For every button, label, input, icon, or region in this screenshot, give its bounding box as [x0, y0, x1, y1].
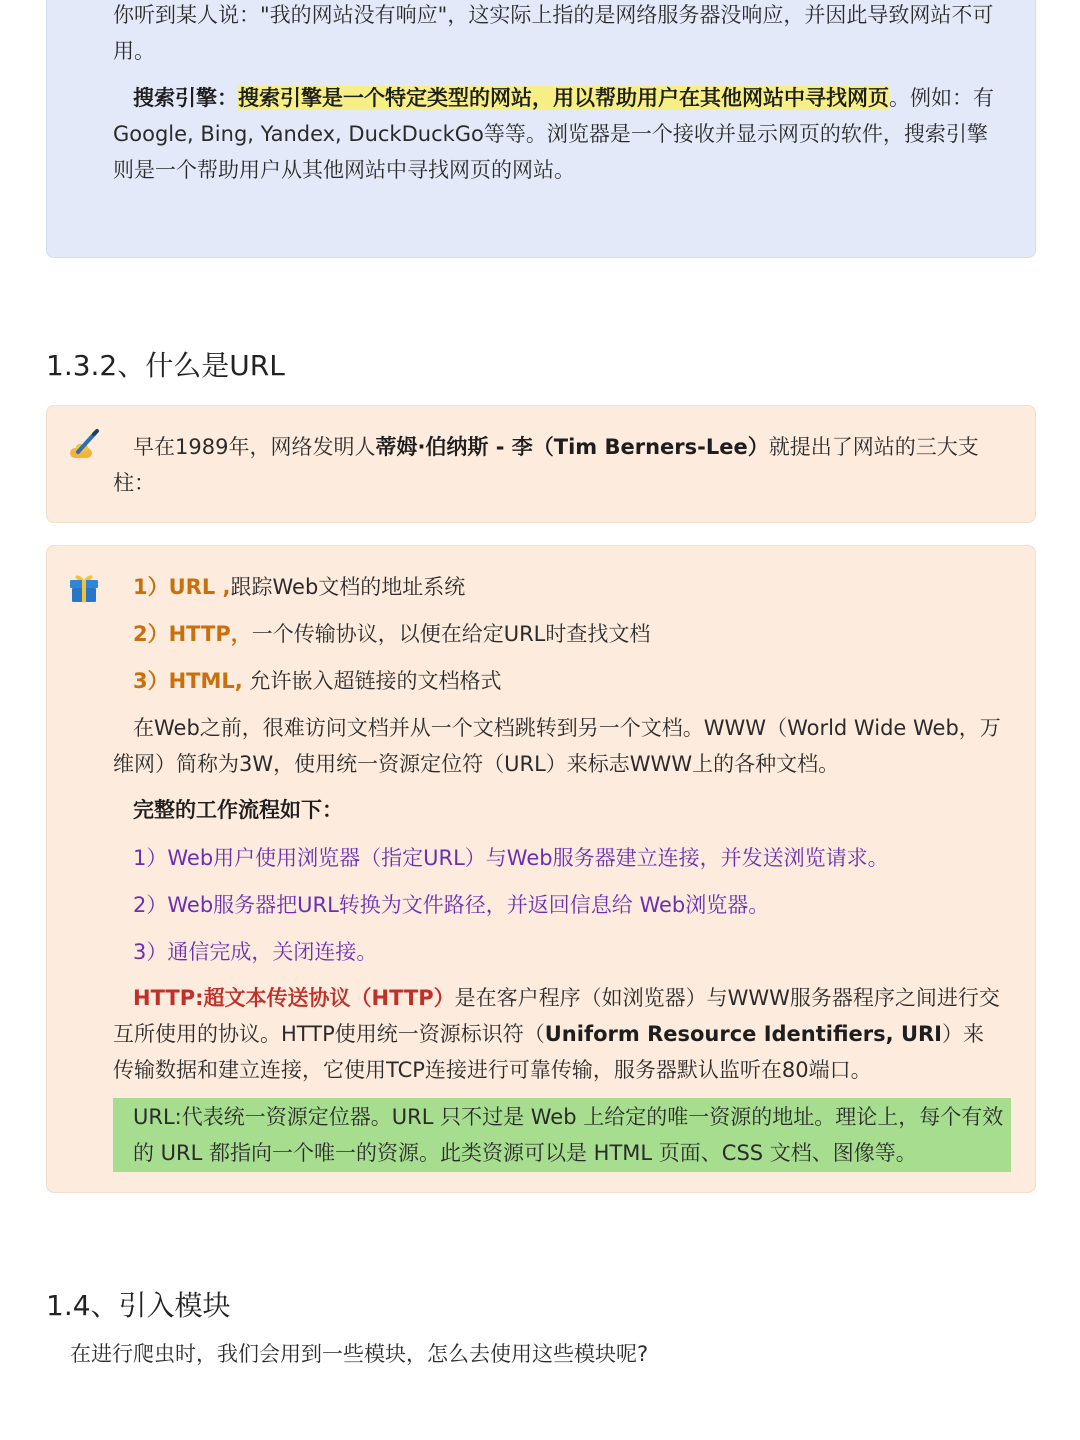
http-uri: Uniform Resource Identifiers, URI — [544, 1022, 942, 1046]
pillar-1 — [133, 569, 993, 605]
pillar-1-label: 1）URL , — [133, 575, 231, 599]
workflow-title: 完整的工作流程如下： — [133, 798, 343, 822]
workflow-step-3: 3）通信完成，关闭连接。 — [133, 940, 378, 964]
web-paragraph: 在Web之前，很难访问文档并从一个文档跳转到另一个文档。WWW（World Wide Web，万维网）简称为3W，使用统一资源定位符（URL）来标志WWW上的各种文档。 — [113, 716, 1001, 776]
search-engine-label: 搜索引擎： — [133, 86, 238, 110]
pillar-2-label: 2）HTTP， — [133, 622, 252, 646]
url-definition-highlight — [113, 1098, 1011, 1172]
search-engine-paragraph — [113, 80, 1003, 188]
module-intro: 在进行爬虫时，我们会用到一些模块，怎么去使用这些模块呢? — [70, 1342, 649, 1366]
http-text-b: ）来传输数据和建立连接，它使用TCP连接进行可靠传输，服务器默认监听在80端口。 — [113, 1022, 984, 1082]
workflow-step-2: 2）Web服务器把URL转换为文件路径，并返回信息给 Web浏览器。 — [133, 893, 770, 917]
pillar-3-text: 允许嵌入超链接的文档格式 — [242, 669, 502, 693]
pillar-2 — [133, 616, 993, 652]
url-definition-text: URL:代表统一资源定位器。URL 只不过是 Web 上给定的唯一资源的地址。理论上，每个有效的 URL 都指向一个唯一的资源。此类资源可以是 HTML 页面、CSS 文档、图像等。 — [133, 1105, 1004, 1165]
http-paragraph — [113, 980, 1003, 1088]
http-text-a: 是在客户程序（如浏览器）与WWW服务器程序之间进行交互所使用的协议。HTTP使用统一资源标识符（ — [113, 986, 1000, 1046]
http-label: HTTP:超文本传送协议（HTTP） — [133, 986, 455, 1010]
search-engine-highlight: 搜索引擎是一个特定类型的网站，用以帮助用户在其他网站中寻找网页 — [238, 86, 889, 110]
workflow-step-1: 1）Web用户使用浏览器（指定URL）与Web服务器建立连接，并发送浏览请求。 — [133, 846, 889, 870]
search-engine-rest: 。例如：有Google, Bing, Yandex, DuckDuckGo等等。浏览器是一个接收并显示网页的软件，搜索引擎则是一个帮助用户从其他网站中寻找网页的网站。 — [113, 86, 994, 182]
pillar-2-text: 一个传输协议，以便在给定URL时查找文档 — [251, 622, 651, 646]
server-text: 你听到某人说："我的网站没有响应"，这实际上指的是网络服务器没响应，并因此导致网站不可用。 — [113, 3, 994, 63]
tip-paragraph — [113, 429, 1003, 501]
tip-name: 蒂姆·伯纳斯 - 李（Tim Berners-Lee） — [375, 435, 769, 459]
pillar-1-text: 跟踪Web文档的地址系统 — [230, 575, 466, 599]
pillar-3-label: 3）HTML, — [133, 669, 243, 693]
section-heading-url: 1.3.2、什么是URL — [46, 349, 285, 382]
pillar-3 — [133, 663, 993, 699]
writing-hand-icon — [66, 428, 102, 468]
section-heading-module: 1.4、引入模块 — [46, 1289, 231, 1322]
gift-icon — [67, 570, 101, 608]
tip-text-a: 早在1989年，网络发明人 — [133, 435, 376, 459]
server-paragraph — [113, 0, 1003, 69]
tip-text-b: 就提出了网站的三大支柱： — [113, 435, 979, 495]
